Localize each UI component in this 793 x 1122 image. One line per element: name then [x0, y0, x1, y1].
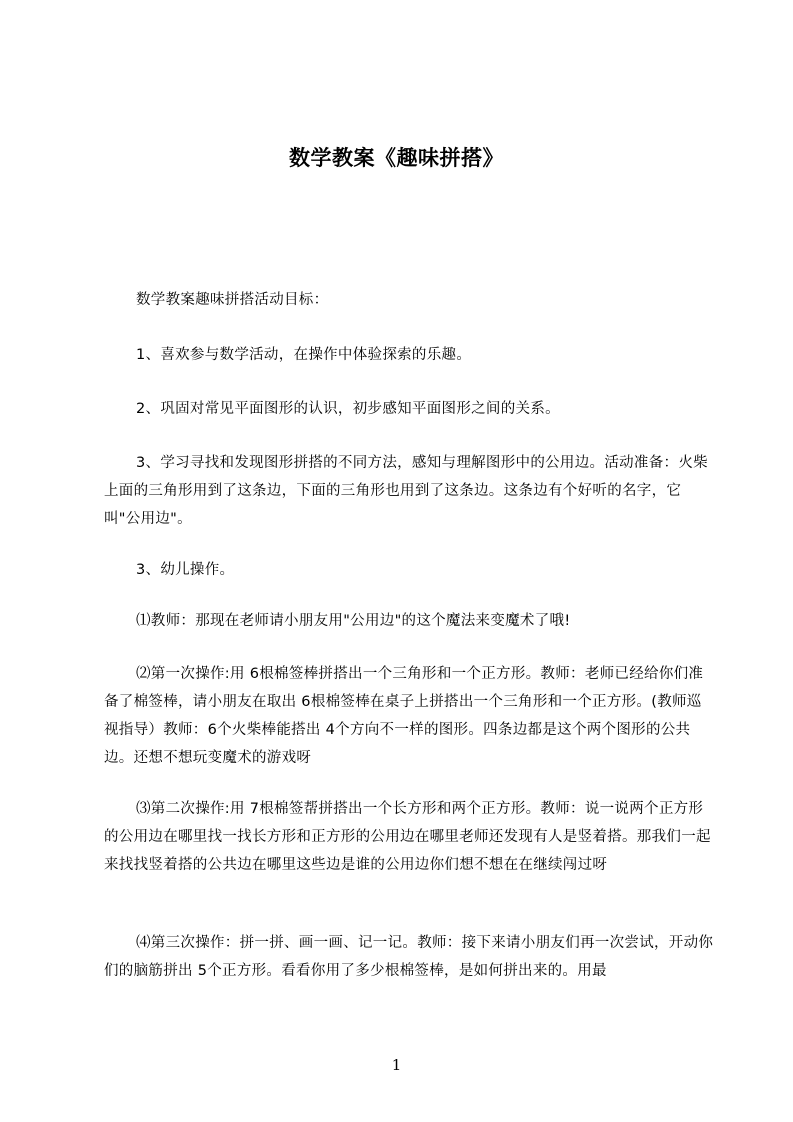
paragraph-step-1: ⑴教师：那现在老师请小朋友用"公用边"的这个魔法来变魔术了哦! [136, 613, 571, 629]
page-number: 1 [391, 1056, 402, 1074]
paragraph-child-operation: 3、幼儿操作。 [136, 562, 235, 578]
paragraph-goal-2: 2、巩固对常见平面图形的认识，初步感知平面图形之间的关系。 [136, 401, 560, 417]
paragraph-step-4: ⑷第三次操作：拼一拼、画一画、记一记。教师：接下来请小朋友们再一次尝试，开动你们的脑筋拼出 5个正方形。看看你用了多少根棉签棒，是如何拼出来的。用最 [104, 935, 714, 979]
document-title: 数学教案《趣味拼搭》 [289, 146, 504, 170]
paragraph-goal-1: 1、喜欢参与数学活动，在操作中体验探索的乐趣。 [136, 347, 472, 363]
paragraph-objectives-heading: 数学教案趣味拼搭活动目标： [136, 292, 329, 308]
paragraph-step-3: ⑶第二次操作:用 7根棉签帮拼搭出一个长方形和两个正方形。教师：说一说两个正方形的公用边在哪里找一找长方形和正方形的公用边在哪里老师还发现有人是竖着搭。那我们一起来找找竖着搭的公共边在哪里这些边是谁的公用边你们想不想在在继续闯过呀 [104, 801, 711, 873]
paragraph-step-2: ⑵第一次操作:用 6根棉签棒拼搭出一个三角形和一个正方形。教师：老师已经给你们准备了棉签棒，请小朋友在取出 6根棉签棒在桌子上拼搭出一个三角形和一个正方形。(教师巡视指导）教师：6个火柴棒能搭出 4个方向不一样的图形。四条边都是这个两个图形的公共边。还想不想玩变魔术的游戏呀 [104, 666, 704, 766]
paragraph-goal-3: 3、学习寻找和发现图形拼搭的不同方法，感知与理解图形中的公用边。活动准备：火柴上面的三角形用到了这条边，下面的三角形也用到了这条边。这条边有个好听的名字，它叫"公用边"。 [104, 455, 708, 527]
